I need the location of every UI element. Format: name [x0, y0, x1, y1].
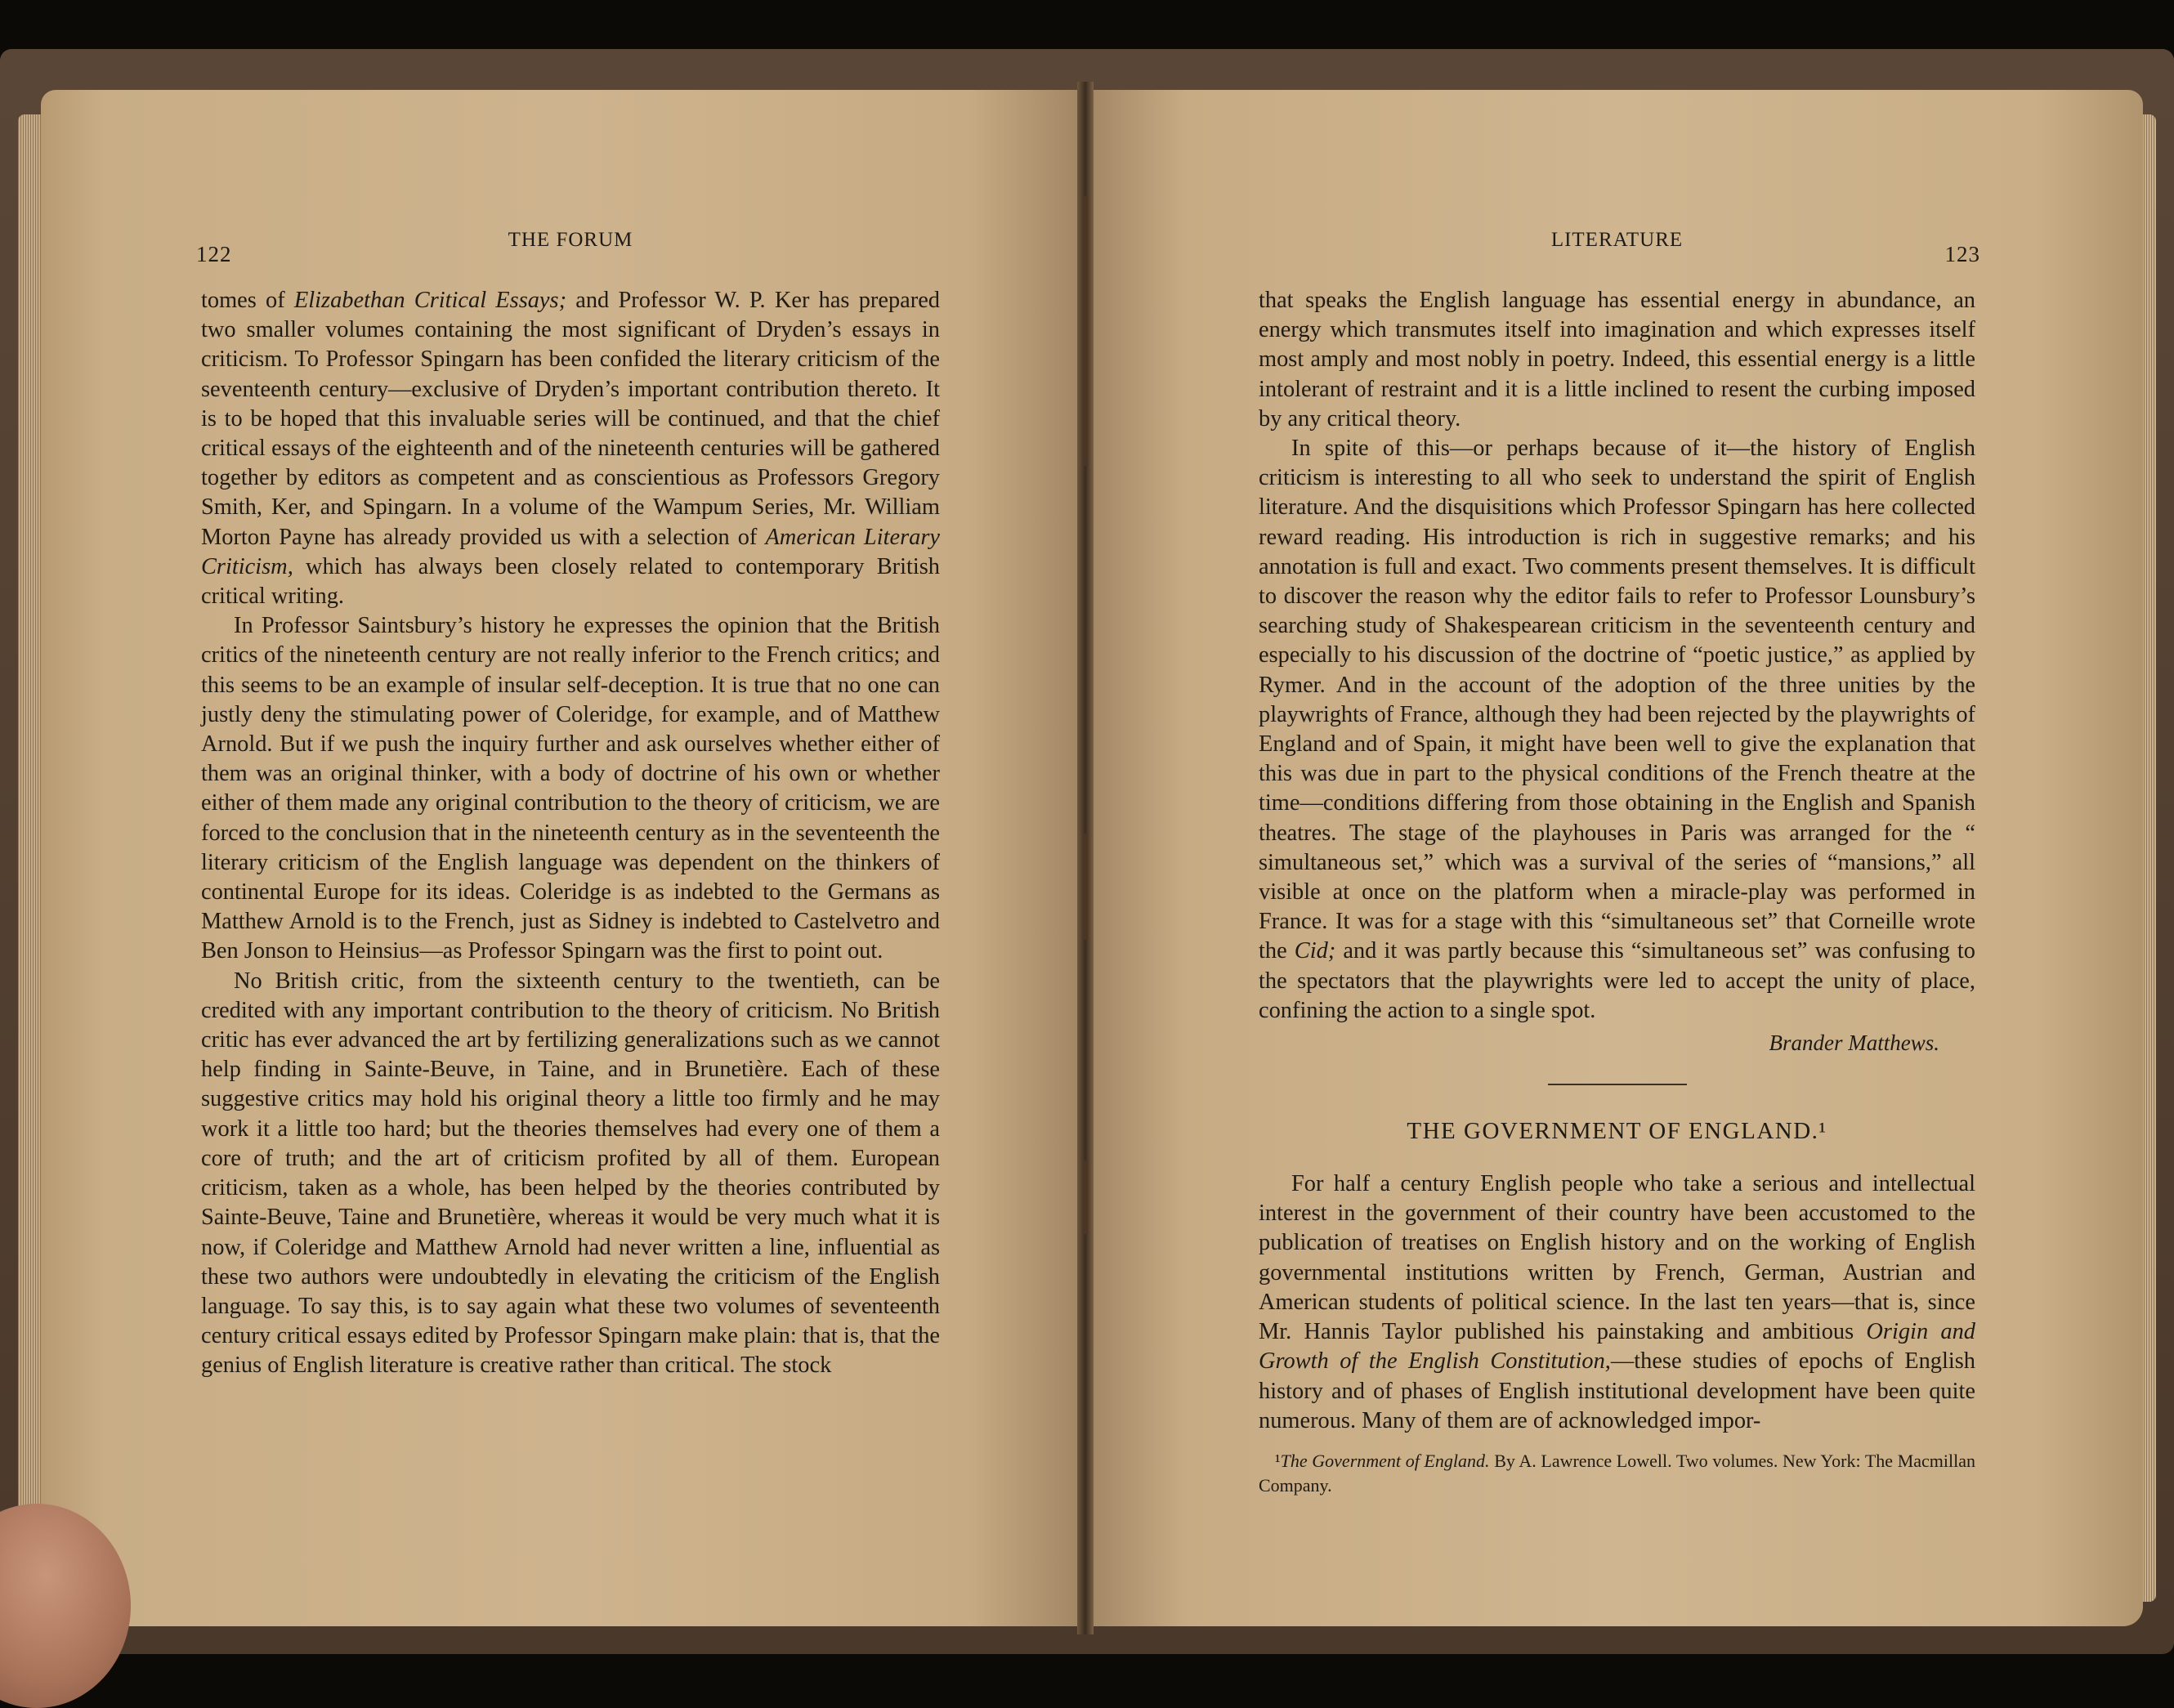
author-signature: Brander Matthews.	[1769, 1031, 1939, 1056]
paragraph	[201, 611, 940, 966]
section-paragraph	[1259, 1169, 1975, 1436]
body-text-run: that speaks the English language has essential energy in abundance, an energy which transmutes itself into imagination and which expresses itself most amply and most nobly in poetry. Indeed, this essential energy is a little intolerant of restraint and it is a little inclined to resent the curbing imposed by any critical theory.	[1259, 288, 1975, 431]
italic-title-text: The Government of England.	[1280, 1450, 1490, 1471]
section-divider	[1548, 1084, 1687, 1085]
binding-thread	[1083, 196, 1088, 466]
left-page-number: 122	[196, 242, 232, 266]
body-text-run: tomes of	[201, 288, 294, 313]
left-page-body	[201, 286, 940, 1381]
body-text-run: —these studies of epochs of English history and of phases of English institutional development have been quite numerous. Many of them are of acknowledged impor-	[1259, 1348, 1975, 1433]
right-page	[1080, 90, 2143, 1626]
paragraph	[201, 967, 940, 1381]
section-heading: THE GOVERNMENT OF ENGLAND.¹	[1407, 1118, 1827, 1145]
binding-thread	[1083, 834, 1088, 940]
body-text-run: ¹	[1275, 1450, 1281, 1471]
italic-title-text: Origin and Growth of the English Constitution,	[1259, 1319, 1975, 1375]
paragraph	[201, 286, 940, 611]
body-text-run: In spite of this—or perhaps because of it—the history of English criticism is interesting to all who seek to understand the spirit of English literature. And the disquisitions which Professor Spingarn has here collected reward reading. His introduction is rich in suggestive remarks; and his annotation is full and exact. Two comments present themselves. It is difficult to discover the reason why the editor fails to refer to Professor Lounsbury’s searching study of Shakespearean criticism in the seventeenth century and especially to his discussion of the doctrine of “poetic justice,” as applied by Rymer. And in the account of the adoption of the three unities by the playwrights of France, although they had been rejected by the playwrights of England and of Spain, it might have been well to give the explanation that this was due in part to the physical conditions of the French theatre at the time—conditions differing from those obtaining in the English and Spanish theatres. The stage of the playhouses in Paris was arranged for the “ simultaneous set,” which was a survival of the series of “mansions,” all visible at once on the platform when a miracle-play was performed in France. It was for a stage with this “simultaneous set” that Corneille wrote the	[1259, 436, 1975, 964]
left-page	[41, 90, 1095, 1626]
right-running-head	[1259, 229, 1980, 286]
right-running-title: LITERATURE	[1550, 229, 1684, 251]
body-text-run: and it was partly because this “simultaneous set” was confusing to the spectators that the playwrights were led to accept the unity of place, confining the action to a single spot.	[1259, 938, 1975, 1023]
body-text-run: In Professor Saintsbury’s history he expresses the opinion that the British critics of the nineteenth century are not really inferior to the French critics; and this seems to be an example of insular self-deception. It is true that no one can justly deny the stimulating power of Coleridge, for example, and of Matthew Arnold. But if we push the inquiry further and ask ourselves whether either of them was an original thinker, with a body of doctrine of his own or whether either of them made any original contribution to the theory of criticism, we are forced to the conclusion that in the nineteenth century as in the seventeenth the literary criticism of the English language was dependent on the thinkers of continental Europe for its ideas. Coleridge is as indebted to the Germans as Matthew Arnold is to the French, just as Sidney is indebted to Castelvetro and Ben Jonson to Heinsius—as Professor Spingarn was the first to point out.	[201, 613, 940, 964]
right-page-body	[1259, 286, 1975, 1026]
body-text-run: For half a century English people who take a serious and intellectual interest in the government of their country have been accustomed to the publication of treatises on English history and on the working of English governmental institutions written by French, German, Austrian and American students of political science. In the last ten years—that is, since Mr. Hannis Taylor published his painstaking and ambitious	[1259, 1171, 1975, 1345]
paragraph	[1259, 286, 1975, 434]
left-running-head	[196, 229, 940, 286]
italic-title-text: Cid;	[1294, 938, 1336, 964]
body-text-run: and Professor W. P. Ker has prepared two smaller volumes containing the most significant of Dryden’s essays in criticism. To Professor Spingarn has been confided the literary criticism of the seventeenth century—exclusive of Dryden’s important contribution thereto. It is to be hoped that this invaluable series will be continued, and that the chief critical essays of the eighteenth and of the nineteenth centuries will be gathered together by editors as competent and as conscientious as Professors Gregory Smith, Ker, and Spingarn. In a volume of the Wampum Series, Mr. William Morton Payne has already provided us with a selection of	[201, 288, 940, 550]
body-text-run: which has always been closely related to contemporary British critical writing.	[201, 553, 940, 610]
right-page-number: 123	[1944, 242, 1980, 266]
body-text-run: By A. Lawrence Lowell. Two volumes. New York: The Macmillan Company.	[1259, 1450, 1976, 1496]
binding-thread	[1083, 1160, 1088, 1234]
italic-title-text: American Literary Criticism,	[201, 524, 940, 579]
footnote	[1259, 1449, 1975, 1498]
paragraph	[1259, 434, 1975, 1026]
left-running-title: THE FORUM	[508, 229, 633, 251]
italic-title-text: Elizabethan Critical Essays;	[293, 288, 567, 313]
body-text-run: No British critic, from the sixteenth century to the twentieth, can be credited with any important contribution to the theory of criticism. No British critic has ever advanced the art by fertilizing generalizations such as we cannot help finding in Sainte-Beuve, in Taine, and in Brunetière. Each of these suggestive critics may hold his original theory a little too firmly and he may work it a little too hard; but the theories themselves had every one of them a core of truth; and the art of criticism profited by all of them. European criticism, taken as a whole, has been helped by the theories contributed by Sainte-Beuve, Taine and Brunetière, whereas it would be very much what it is now, if Coleridge and Matthew Arnold had never written a line, influential as these two authors were undoubtedly in elevating the criticism of the English language. To say this, is to say again what these two volumes of seventeenth century critical essays edited by Professor Spingarn make plain: that is, that the genius of English literature is creative rather than critical. The stock	[201, 968, 940, 1379]
